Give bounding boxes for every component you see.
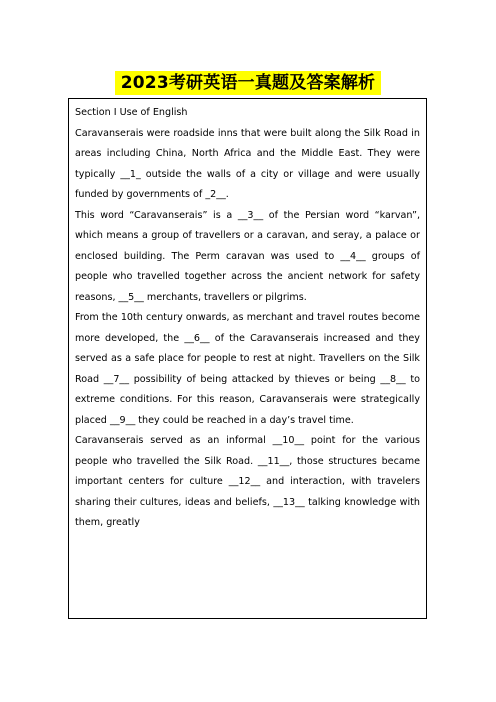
- document-body: [68, 98, 427, 619]
- section-heading: Section Ⅰ Use of English: [75, 107, 188, 118]
- paragraph-3: From the 10th century onwards, as merchant and travel routes become more developed, the __6__ of the Caravanserais increased and they served as a safe place for people to rest at night. Travellers on the Silk Road __7__ possibility of being attacked by thieves or being __8__ to extreme conditions. For this reason, Caravanserais were strategically placed __9__ they could be reached in a day’s travel time.: [75, 312, 420, 426]
- paragraph-1: Caravanserais were roadside inns that were built along the Silk Road in areas including China, North Africa and the Middle East. They were typically __1_ outside the walls of a city or village and were usually funded by governments of _2__.: [75, 127, 420, 200]
- paragraph-2: This word “Caravanserais” is a __3__ of the Persian word “karvan”, which means a group of travellers or a caravan, and seray, a palace or enclosed building. The Perm caravan was used to __4__ groups of people who travelled together across the ancient network for safety reasons, __5__ merchants, travellers or pilgrims.: [75, 209, 420, 303]
- page-title: 2023考研英语一真题及答案解析: [115, 71, 381, 95]
- paragraph-4: Caravanserais served as an informal __10__ point for the various people who travelled the Silk Road. __11__, those structures became important centers for culture __12__ and interaction, with travelers sharing their cultures, ideas and beliefs, __13__ talking knowledge with them, greatly: [75, 435, 420, 528]
